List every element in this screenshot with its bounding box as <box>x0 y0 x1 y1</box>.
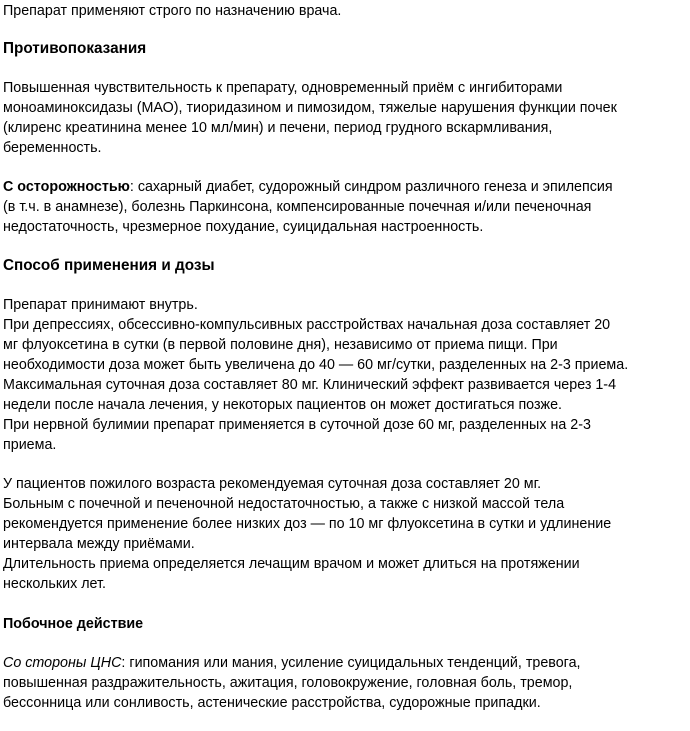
cns-text: : гипомания или мания, усиление суицидальных тенденций, тревога, <box>121 655 581 671</box>
intro-text: Препарат применяют строго по назначению врача. <box>3 3 342 19</box>
contraindications-heading: Противопоказания <box>3 40 147 57</box>
dosage-heading: Способ применения и дозы <box>3 257 215 274</box>
caution-text: : сахарный диабет, судорожный синдром различного генеза и эпилепсия <box>129 179 613 195</box>
cns-label: Со стороны ЦНС <box>3 655 122 671</box>
cns-side-effects-paragraph: Со стороны ЦНС: гипомания или мания, усиление суицидальных тенденций, тревога, повышенная раздражительность, ажитация, головокружение, головная боль, тремор, бессонница или сонливость, астенические расстройства, судорожные припадки. <box>3 655 581 711</box>
dosage-paragraph-1: Препарат принимают внутрь. При депрессиях, обсессивно-компульсивных расстройствах начальная доза составляет 20 мг флуоксетина в сутки (в первой половине дня), независимо от приема пищи. При необходимости доза может быть увеличена до 40 — 60 мг/сутки, разделенных на 2-3 приема. Максимальная суточная доза составляет 80 мг. Клинический эффект развивается через 1-4 недели после начала лечения, у некоторых пациентов он может достигаться позже. При нервной булимии препарат применяется в суточной дозе 60 мг, разделенных на 2-3 приема. <box>3 297 629 453</box>
dosage-paragraph-2: У пациентов пожилого возраста рекомендуемая суточная доза составляет 20 мг. Больным с почечной и печеночной недостаточностью, а также с низкой массой тела рекомендуется применение более низких доз — по 10 мг флуоксетина в сутки и удлинение интервала между приёмами. Длительность приема определяется лечащим врачом и может длиться на протяжении нескольких лет. <box>3 476 612 592</box>
caution-paragraph: С осторожностью: сахарный диабет, судорожный синдром различного генеза и эпилепсия (в т.ч. в анамнезе), болезнь Паркинсона, компенсированные почечная и/или печеночная недостаточность, чрезмерное похудание, суицидальная настроенность. <box>3 179 613 235</box>
caution-label: С осторожностью <box>3 179 130 195</box>
contraindications-text: Повышенная чувствительность к препарату, одновременный приём с ингибиторами моноаминоксидазы (МАО), тиоридазином и пимозидом, тяжелые нарушения функции почек (клиренс креатинина менее 10 мл/мин) и печени, период грудного вскармливания, беременность. <box>3 80 617 156</box>
side-effects-heading: Побочное действие <box>3 616 144 632</box>
